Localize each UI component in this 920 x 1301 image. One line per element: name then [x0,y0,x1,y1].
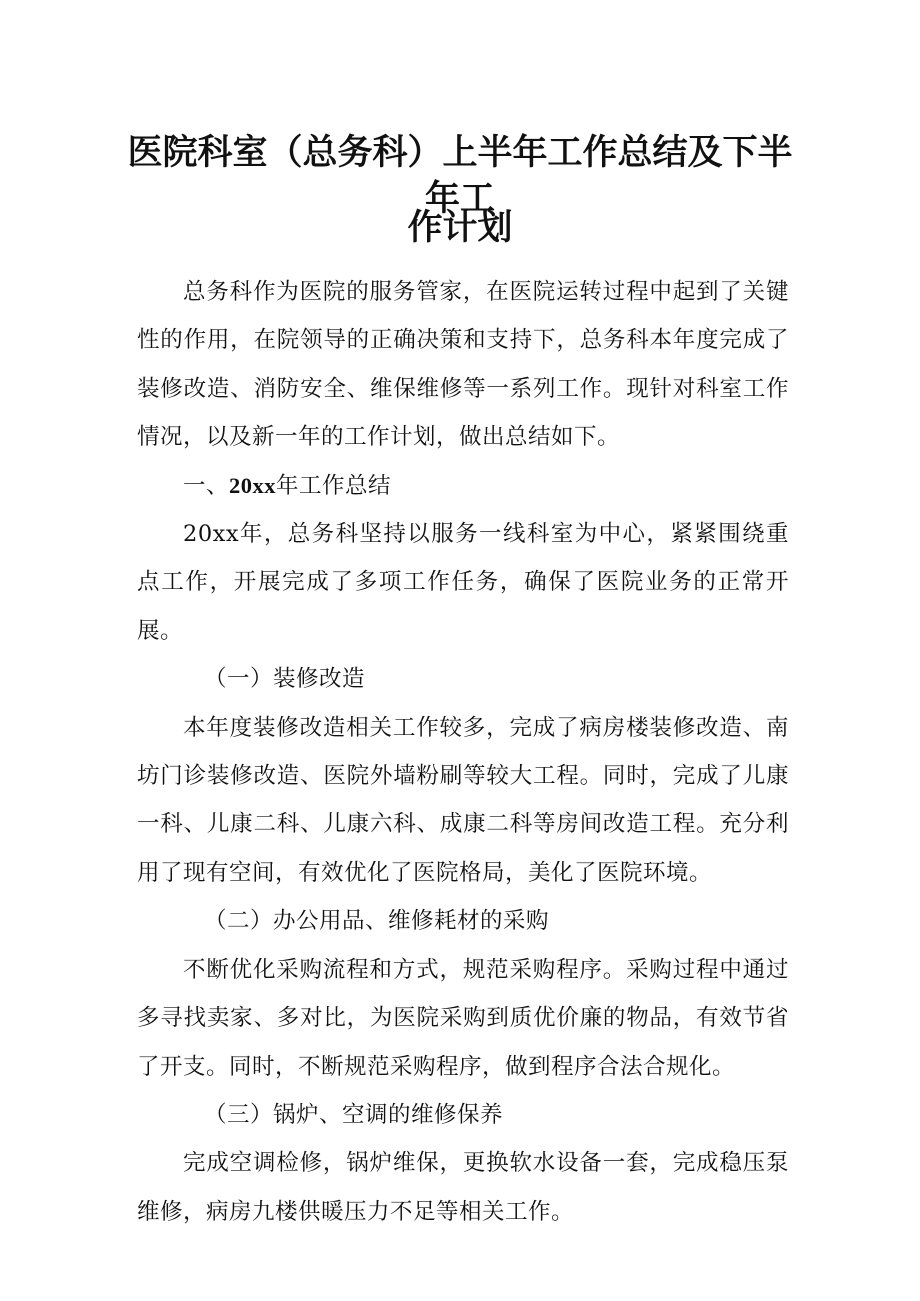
subsection-body-3: 完成空调检修，锅炉维保，更换软水设备一套，完成稳压泵维修，病房九楼供暖压力不足等相关工作。 [137,1150,789,1225]
subsection-body-1: 本年度装修改造相关工作较多，完成了病房楼装修改造、南坊门诊装修改造、医院外墙粉刷等较大工程。同时，完成了儿康一科、儿康二科、儿康六科、成康二科等房间改造工程。充分利用了现有空间，有效优化了医院格局，美化了医院环境。 [137,714,789,886]
section-heading-1-suffix: 年工作总结 [276,472,392,499]
document-title-line-1: 医院科室（总务科）上半年工作总结及下半年工 [127,133,793,219]
subsection-heading-1: （一）装修改造 [204,666,366,693]
subsection-body-2: 不断优化采购流程和方式，规范采购程序。采购过程中通过多寻找卖家、多对比，为医院采购到质优价廉的物品，有效节省了开支。同时，不断规范采购程序，做到程序合法合规化。 [137,956,789,1080]
subsection-heading-3: （三）锅炉、空调的维修保养 [204,1101,504,1128]
document-body [137,268,789,1236]
summary-paragraph: 20xx年，总务科坚持以服务一线科室为中心，紧紧围绕重点工作，开展完成了多项工作任务，确保了医院业务的正常开展。 [137,521,789,644]
section-heading-1-prefix: 一、 [183,472,230,499]
subsection-heading-2: （二）办公用品、维修耗材的采购 [204,908,550,935]
section-heading-1 [137,462,789,510]
section-heading-1-year: 20xx [229,472,277,498]
document-title-line-2: 作计划 [407,208,513,248]
intro-paragraph: 总务科作为医院的服务管家，在医院运转过程中起到了关键性的作用，在院领导的正确决策和支持下，总务科本年度完成了装修改造、消防安全、维保维修等一系列工作。现针对科室工作情况，以及新一年的工作计划，做出总结如下。 [137,279,789,451]
